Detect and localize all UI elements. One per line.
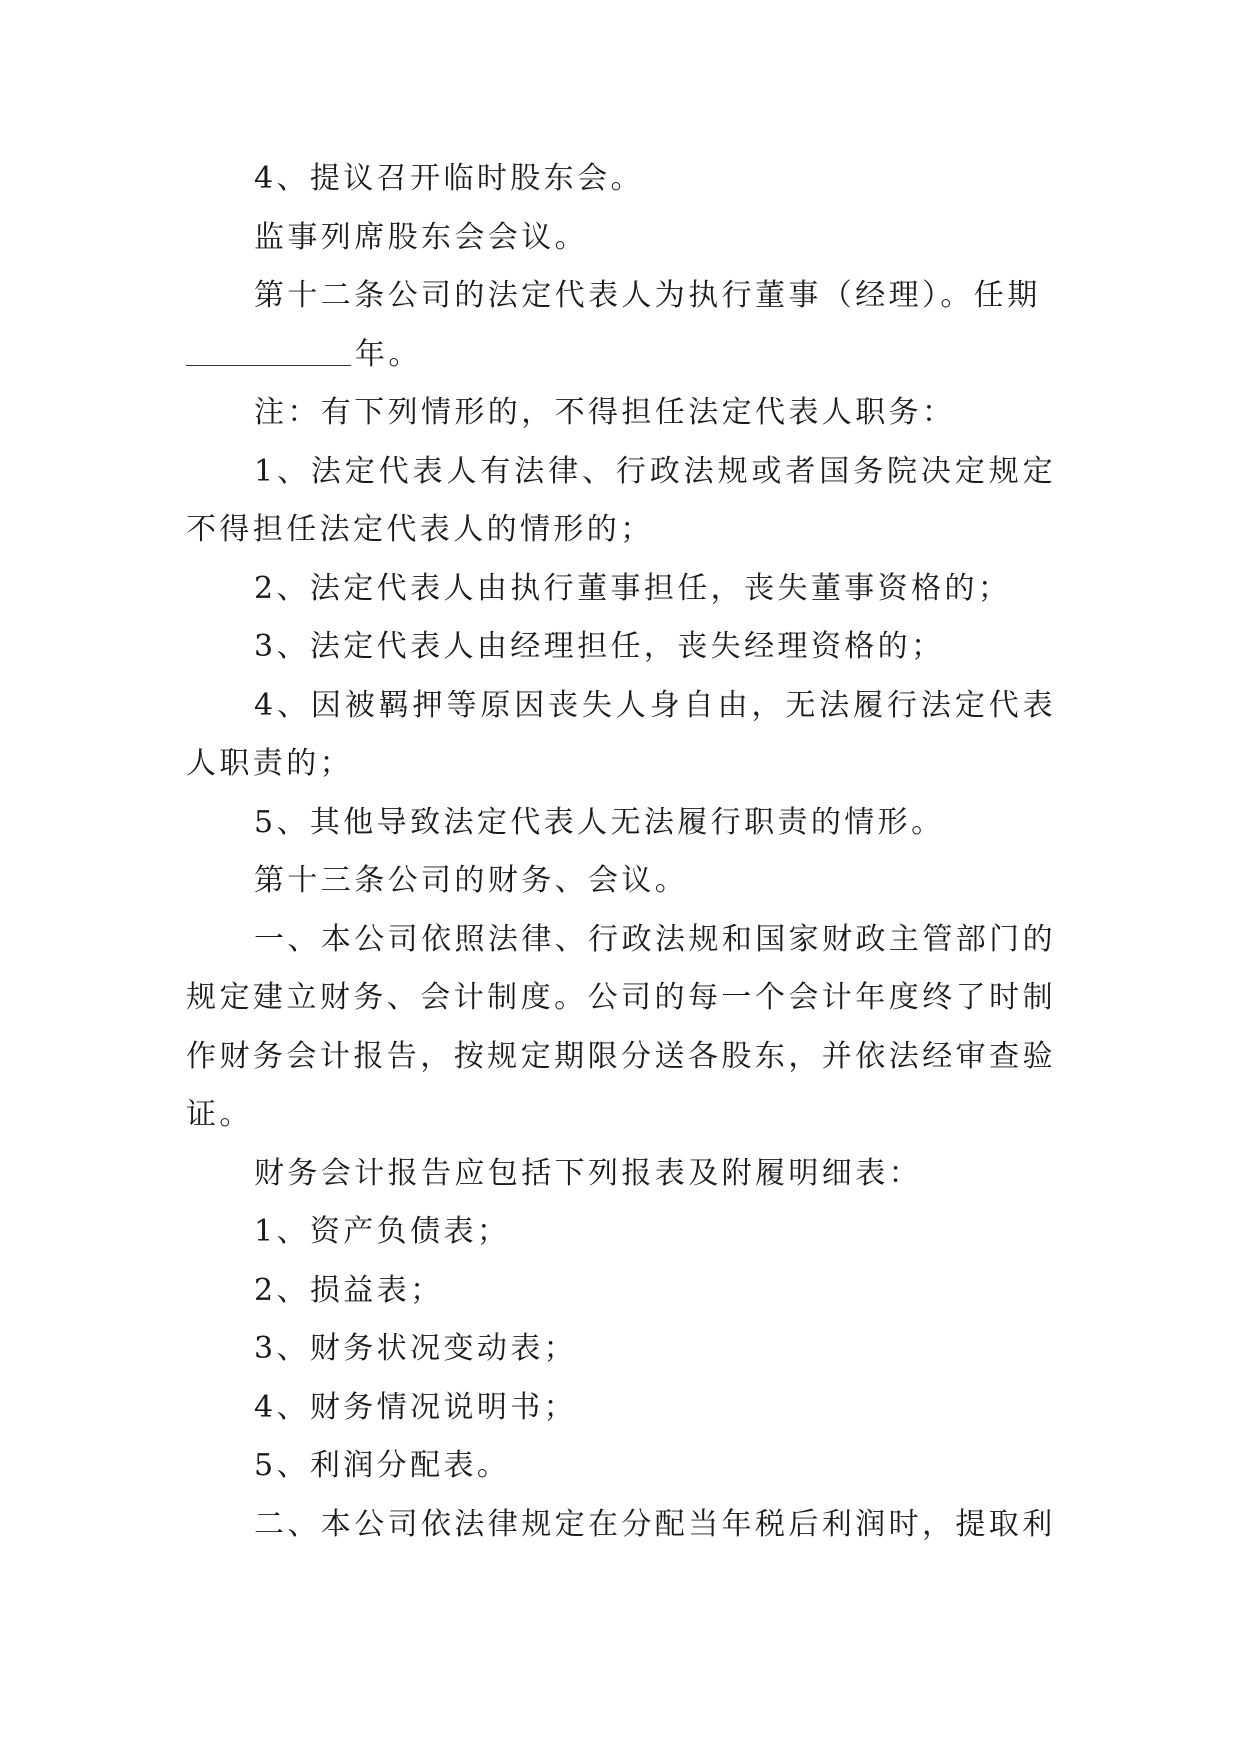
term-unit: 年。 <box>355 336 422 372</box>
paragraph: 注：有下列情形的，不得担任法定代表人职务： <box>254 395 956 430</box>
paragraph: 财务会计报告应包括下列报表及附履明细表： <box>254 1155 922 1191</box>
paragraph: 1、资产负债表； <box>254 1214 511 1249</box>
paragraph: 2、法定代表人由执行董事担任，丧失董事资格的； <box>254 570 1012 606</box>
paragraph: 2、损益表； <box>254 1272 444 1308</box>
paragraph: 4、因被羁押等原因丧失人身自由，无法履行法定代表人职责的； <box>186 687 1056 781</box>
paragraph: 5、利润分配表。 <box>254 1448 511 1483</box>
paragraph: 第十二条公司的法定代表人为执行董事（经理）。任期 <box>254 278 1041 313</box>
paragraph: 第十三条公司的财务、会议。 <box>254 863 689 898</box>
paragraph: 4、财务情况说明书； <box>254 1389 578 1425</box>
paragraph: 3、财务状况变动表； <box>254 1331 578 1366</box>
paragraph: 监事列席股东会会议。 <box>254 219 588 255</box>
term-line <box>186 326 1056 385</box>
paragraph: 3、法定代表人由经理担任，丧失经理资格的； <box>254 629 945 664</box>
paragraph: 1、法定代表人有法律、行政法规或者国务院决定规定不得担任法定代表人的情形的； <box>186 453 1056 547</box>
paragraph: 5、其他导致法定代表人无法履行职责的情形。 <box>254 804 945 840</box>
document-body <box>186 150 1056 1554</box>
fill-in-blank <box>186 335 351 366</box>
paragraph: 一、本公司依照法律、行政法规和国家财政主管部门的规定建立财务、会计制度。公司的每一个会计年度终了时制作财务会计报告，按规定期限分送各股东，并依法经审查验证。 <box>186 921 1056 1132</box>
paragraph: 4、提议召开临时股东会。 <box>254 161 644 196</box>
paragraph: 二、本公司依法律规定在分配当年税后利润时，提取利 <box>254 1506 1056 1542</box>
